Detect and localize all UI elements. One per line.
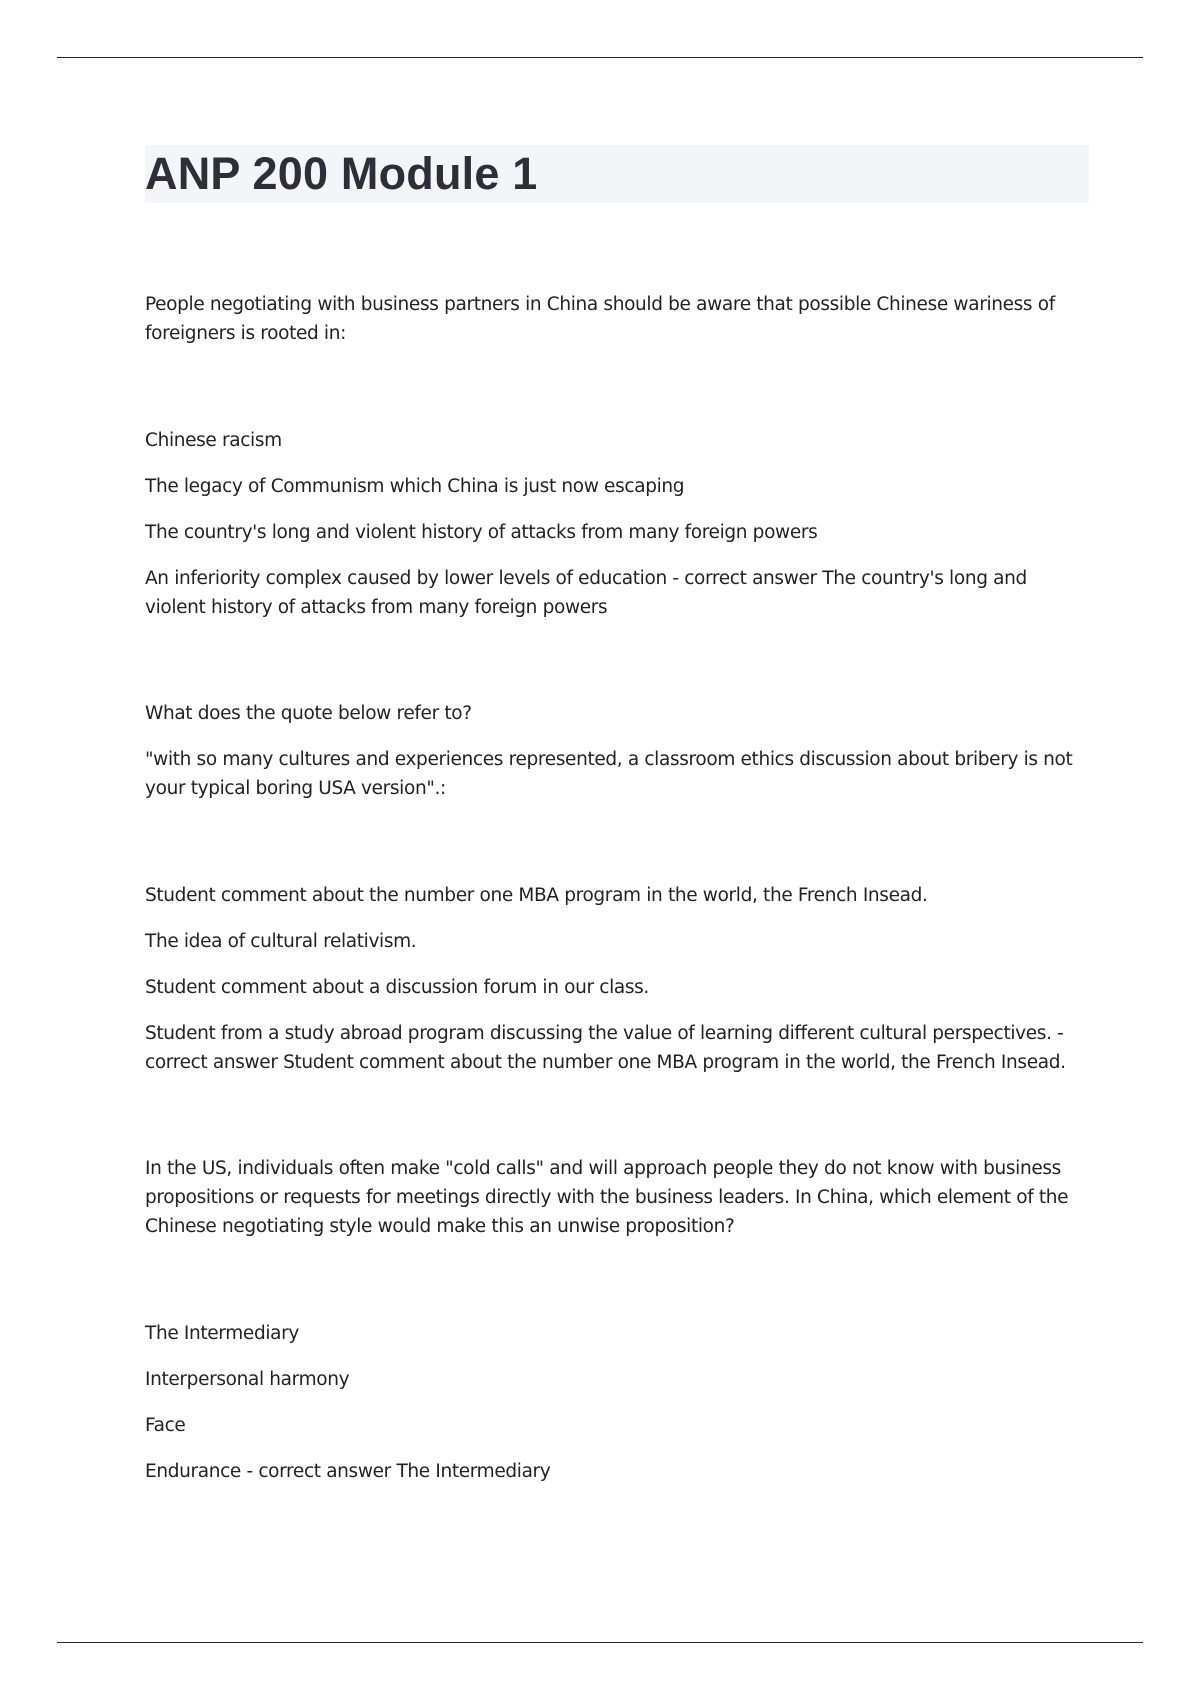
answer-option: Interpersonal harmony xyxy=(145,1369,350,1390)
bottom-divider xyxy=(57,1642,1143,1643)
answer-options xyxy=(145,1319,1090,1486)
answer-option-with-key: Endurance - correct answer The Intermediary xyxy=(145,1461,551,1482)
question-prompt: What does the quote below refer to? xyxy=(145,703,472,724)
document-title: ANP 200 Module 1 xyxy=(145,148,538,199)
top-divider xyxy=(57,57,1143,58)
answer-options xyxy=(145,426,1090,622)
answer-option-with-key: Student from a study abroad program discussing the value of learning different cultural perspectives. - correct answer Student comment about the number one MBA program in the world, the French Insead. xyxy=(145,1023,1066,1073)
answer-option: Face xyxy=(145,1415,186,1436)
answer-option: Student comment about a discussion forum in our class. xyxy=(145,977,649,998)
answer-option: Chinese racism xyxy=(145,430,282,451)
question-block xyxy=(145,1154,1090,1486)
question-list xyxy=(145,290,1090,1503)
question-block xyxy=(145,699,1090,1077)
question-block xyxy=(145,290,1090,622)
question-prompt: In the US, individuals often make "cold calls" and will approach people they do not know with business propositions or requests for meetings directly with the business leaders. In China, which element of the Chinese negotiating style would make this an unwise proposition? xyxy=(145,1158,1069,1237)
answer-option-with-key: An inferiority complex caused by lower levels of education - correct answer The country's long and violent history of attacks from many foreign powers xyxy=(145,568,1027,618)
answer-option: Student comment about the number one MBA program in the world, the French Insead. xyxy=(145,885,928,906)
question-quote: "with so many cultures and experiences represented, a classroom ethics discussion about bribery is not your typical boring USA version".: xyxy=(145,749,1073,799)
answer-option: The idea of cultural relativism. xyxy=(145,931,417,952)
answer-option: The Intermediary xyxy=(145,1323,299,1344)
answer-options xyxy=(145,881,1090,1077)
answer-option: The country's long and violent history of attacks from many foreign powers xyxy=(145,522,818,543)
question-prompt: People negotiating with business partners in China should be aware that possible Chinese wariness of foreigners is rooted in: xyxy=(145,294,1055,344)
answer-option: The legacy of Communism which China is just now escaping xyxy=(145,476,685,497)
